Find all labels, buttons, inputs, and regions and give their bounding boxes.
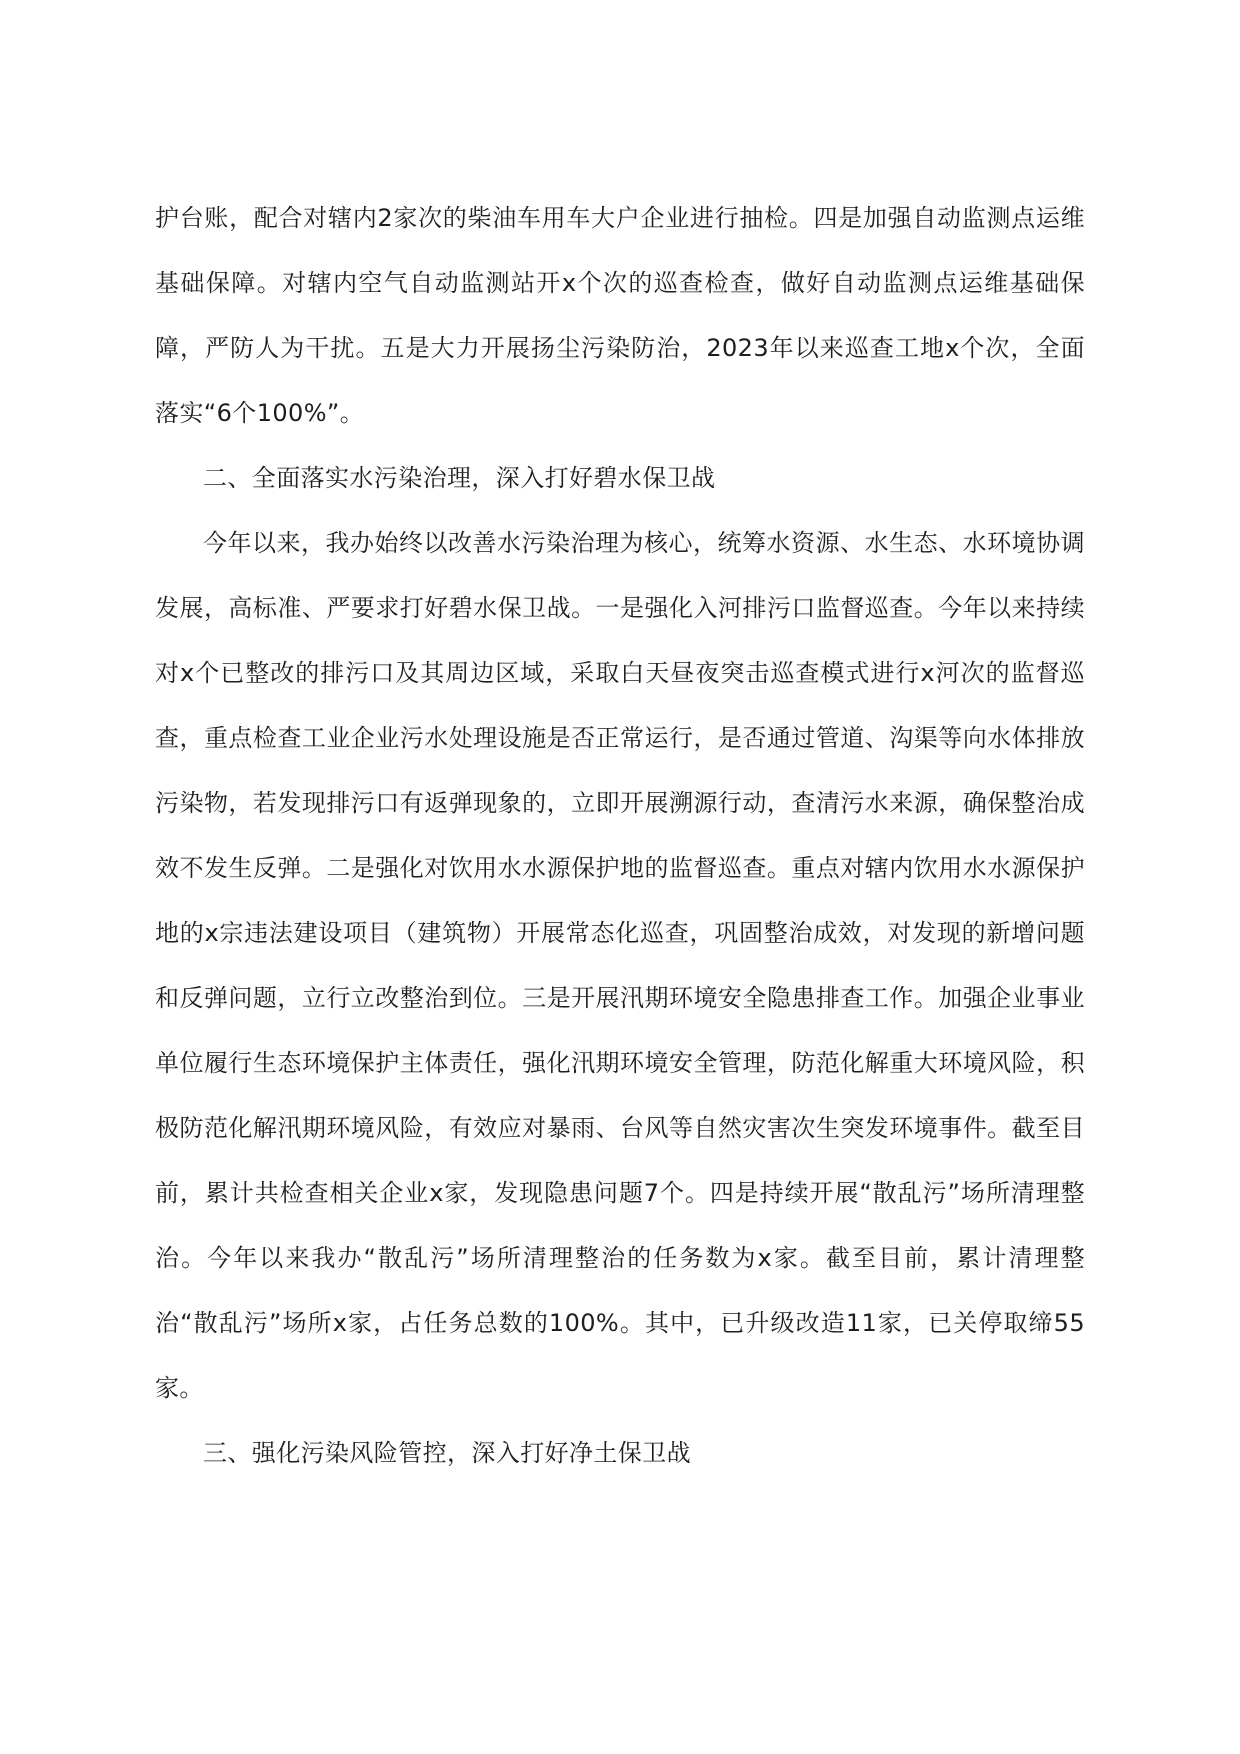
document-body: [155, 186, 1085, 1486]
paragraph-water-measures: 今年以来，我办始终以改善水污染治理为核心，统筹水资源、水生态、水环境协调发展，高标准、严要求打好碧水保卫战。一是强化入河排污口监督巡查。今年以来持续对x个已整改的排污口及其周边区域，采取白天昼夜突击巡查模式进行x河次的监督巡查，重点检查工业企业污水处理设施是否正常运行，是否通过管道、沟渠等向水体排放污染物，若发现排污口有返弹现象的，立即开展溯源行动，查清污水来源，确保整治成效不发生反弹。二是强化对饮用水水源保护地的监督巡查。重点对辖内饮用水水源保护地的x宗违法建设项目（建筑物）开展常态化巡查，巩固整治成效，对发现的新增问题和反弹问题，立行立改整治到位。三是开展汛期环境安全隐患排查工作。加强企业事业单位履行生态环境保护主体责任，强化汛期环境安全管理，防范化解重大环境风险，积极防范化解汛期环境风险，有效应对暴雨、台风等自然灾害次生突发环境事件。截至目前，累计共检查相关企业x家，发现隐患问题7个。四是持续开展“散乱污”场所清理整治。今年以来我办“散乱污”场所清理整治的任务数为x家。截至目前，累计清理整治“散乱污”场所x家，占任务总数的100%。其中，已升级改造11家，已关停取缔55家。: [155, 529, 1085, 1402]
section-heading-water: 二、全面落实水污染治理，深入打好碧水保卫战: [203, 464, 716, 492]
section-heading-soil: 三、强化污染风险管控，深入打好净土保卫战: [203, 1439, 691, 1467]
paragraph-air-measures-continued: 护台账，配合对辖内2家次的柴油车用车大户企业进行抽检。四是加强自动监测点运维基础保障。对辖内空气自动监测站开x个次的巡查检查，做好自动监测点运维基础保障，严防人为干扰。五是大力开展扬尘污染防治，2023年以来巡查工地x个次，全面落实“6个100%”。: [155, 204, 1085, 427]
